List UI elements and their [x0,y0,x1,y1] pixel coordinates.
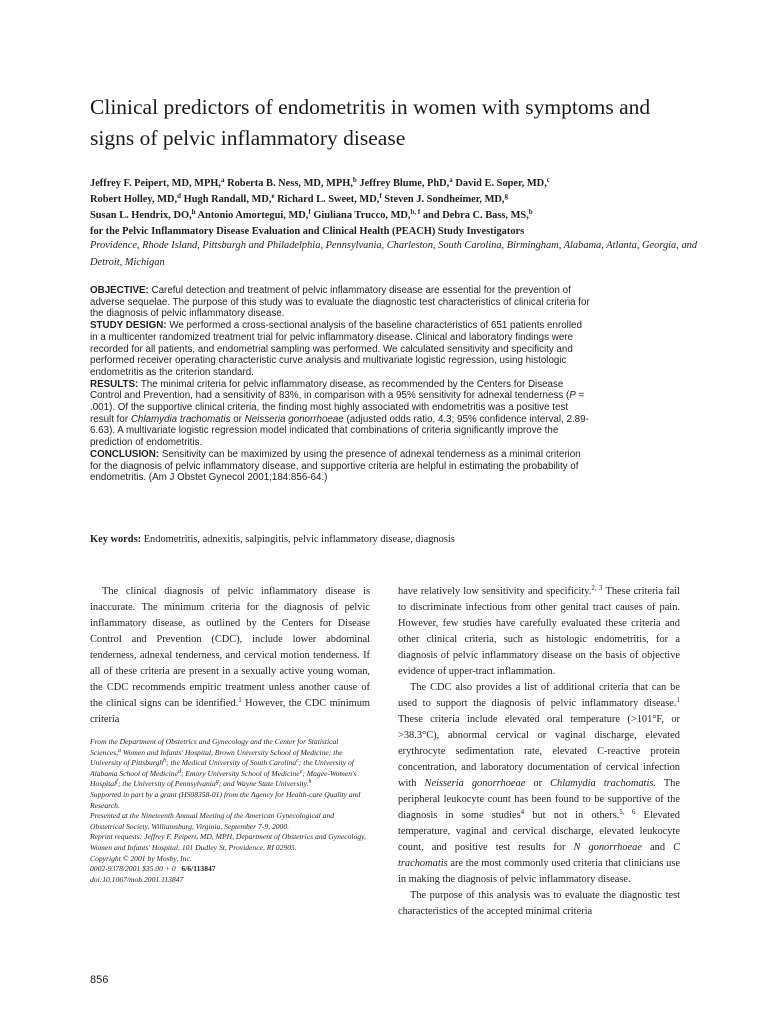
objective-label: OBJECTIVE: [90,285,149,296]
author-name: Hugh Randall, MD, [181,194,272,205]
author-locations: Providence, Rhode Island, Pittsburgh and Philadelphia, Pennsylvania, Charleston, South Carolina, Birmingham, Alabama, Atlanta, Georgia, and Detroit, Michigan [90,240,698,268]
author-list [90,176,710,240]
body-text: The peripheral leukocyte count has been found to be supportive of the diagnosis in some studies [398,778,680,821]
organism-name: Chlamydia trachomatis [130,413,231,425]
design-text: We performed a cross-sectional analysis of the baseline characteristics of 651 patients enrolled in a multicenter randomized treatment trial for pelvic inflammatory disease. Clinical and laboratory findings were recorded for all patients, and endometrial sampling was performed. We calculated sensitivity and specificity and performed receiver operating characteristic curve analysis and multivariate logistic regression, using histologic endometritis as the criterion standard. [90,320,582,378]
citation-ref: 1 [238,696,242,704]
affiliation-marker: d [177,768,181,775]
affiliation-marker: f [308,208,311,216]
results-text: = .001). Of the supportive clinical criteria, the finding most highly associated with endometritis was a positive test result for [90,390,585,425]
body-text: have relatively low sensitivity and specificity. [398,586,592,597]
note-text: ; Emory University School of Medicine [180,768,300,778]
body-text: but not in others. [524,810,620,821]
organism-name: Chlamydia trachomatis. [550,778,656,789]
article-title: Clinical predictors of endometritis in women with symptoms and signs of pelvic inflammatory disease [90,95,651,150]
abstract-conclusion [90,449,590,484]
issn-note [90,864,370,875]
affiliation-marker: b [163,758,167,765]
note-text: ; the Medical University of South Carolina [166,758,297,768]
organism-name: Neisseria gonorrhoeae [244,413,344,425]
author-name: Robert Holley, MD, [90,194,178,205]
body-paragraph [398,680,680,888]
conclusion-text: Sensitivity can be maximized by using the presence of adnexal tenderness as a minimal criterion for the diagnosis of pelvic inflammatory disease, and supportive criteria are helpful in estimating the probability of endometritis. (Am J Obstet Gynecol 2001;184:856-64.) [90,448,581,484]
results-text: The minimal criteria for pelvic inflammatory disease, as recommended by the Centers for Disease Control and Prevention, had a sensitivity of 83%, in comparison with a 95% sensitivity for adnexal tenderness ( [90,378,570,402]
p-value-symbol: P [569,390,576,402]
body-column-right [398,584,680,920]
author-name: Susan L. Hendrix, DO, [90,210,192,221]
author-name: Jeffrey Blume, PhD, [356,178,450,189]
issn-text: 0002-9378/2001 $35.00 + 0 [90,864,176,874]
body-text: or [525,778,551,789]
abstract-objective [90,285,590,320]
author-name: Roberta B. Ness, MD, MPH, [224,178,353,189]
affiliation-marker: a [118,747,122,754]
note-text: ; the University of Pennsylvania [117,779,216,789]
affiliation-marker: a [221,176,225,184]
affiliation-marker: f [116,779,118,786]
objective-text: Careful detection and treatment of pelvic inflammatory disease are essential for the prevention of adverse sequelae. The purpose of this study was to evaluate the diagnostic test characteristics of clinical criteria for the diagnosis of pelvic inflammatory disease. [90,285,590,320]
author-name: Richard L. Sweet, MD, [274,194,380,205]
study-group: for the Pelvic Inflammatory Disease Evaluation and Clinical Health (PEACH) Study Investigators [90,226,525,237]
author-name: Antonio Amortegui, MD, [195,210,309,221]
affiliation-marker: b, f [410,208,421,216]
keywords [90,534,710,545]
affiliation-marker: g [504,192,509,200]
affiliation-marker: a [449,176,453,184]
note-text: ; Magee-Women's Hospital [90,768,357,789]
doi-note: doi:10.1067/mob.2001.113847 [90,874,184,884]
organism-name: N gonorrhoeae [573,842,642,853]
citation-ref: 4 [520,808,525,816]
affiliations-note [90,737,370,790]
affiliation-marker: e [271,192,275,200]
affiliation-marker: h [308,779,312,786]
body-text: These criteria fail to discriminate infectious from other genital tract causes of pain. However, few studies have carefully evaluated these criteria and other clinical criteria, such as histologic endometritis, for a diagnosis of pelvic inflammatory disease on the basis of objective evidence of upper-tract inflammation. [398,586,680,677]
body-text: are the most commonly used criteria that clinicians use in making the diagnosis of pelvic inflammatory disease. [398,858,680,885]
results-text: (adjusted odds ratio, 4.3; 95% confidence interval, 2.89-6.63). A multivariate logistic regression model indicated that combinations of criteria significantly improve the prediction of endometritis. [90,413,589,449]
body-paragraph: The purpose of this analysis was to evaluate the diagnostic test characteristics of the accepted minimal criteria [398,890,680,917]
abstract [90,285,590,484]
manuscript-id: 6/6/113847 [181,864,216,874]
organism-name: Neisseria gonorrhoeae [424,778,526,789]
affiliation-marker: g [215,779,219,786]
body-paragraph [90,584,370,728]
affiliation-marker: b [528,208,533,216]
conclusion-label: CONCLUSION: [90,448,160,460]
body-text: The CDC also provides a list of additional criteria that can be used to support the diagnosis of pelvic inflammatory disease. [398,682,680,709]
citation-ref: 5, 6 [619,808,636,816]
copyright-note: Copyright © 2001 by Mosby, Inc. [90,853,192,863]
presented-note: Presented at the Nineteenth Annual Meeting of the American Gynecological and Obstetrical Society, Williamsburg, Virginia, September 7-9, 2000. [90,811,335,831]
results-label: RESULTS: [90,378,139,390]
affiliation-marker: c [546,176,550,184]
reprint-note: Reprint requests: Jeffrey F. Peipert, MD, MPH, Department of Obstetrics and Gynecology, Women and Infants' Hospital, 101 Dudley St, Providence, RI 02905. [90,832,366,852]
note-text: Women and Infants' Hospital, Brown University School of Medicine; the University of Pittsburgh [90,747,343,768]
author-name: Steven J. Sondheimer, MD, [381,194,505,205]
note-text: From the Department of Obstetrics and Gynecology and the Center for Statistical Sciences, [90,737,339,757]
body-paragraph [398,584,680,680]
author-name: Giuliana Trucco, MD, [310,210,411,221]
author-name: David E. Soper, MD, [452,178,547,189]
body-text: However, the CDC minimum criteria [90,698,370,725]
affiliation-marker: c [296,758,299,765]
author-name: and Debra C. Bass, MS, [420,210,529,221]
affiliation-marker: f [379,192,382,200]
affiliation-marker: b [352,176,357,184]
footnotes [90,737,370,885]
affiliation-marker: d [177,192,182,200]
affiliation-marker: e [299,768,303,775]
body-column-left [90,584,370,728]
body-text: These criteria include elevated oral temperature (>101°F, or >38.3°C), abnormal cervical or vaginal discharge, elevated erythrocyte sedimentation rate, elevated C-reactive protein concentration, and laboratory documentation of cervical infection with [398,714,680,789]
abstract-results [90,379,590,449]
abstract-design [90,320,590,379]
body-text: The clinical diagnosis of pelvic inflammatory disease is inaccurate. The minimum criteria for the diagnosis of pelvic inflammatory disease, as outlined by the Centers for Disease Control and Prevention (CDC), include lower abdominal tenderness, adnexal tenderness, and cervical motion tenderness. If all of these criteria are present in a sexually active young woman, the CDC recommends empiric treatment unless another cause of the clinical signs can be identified. [90,586,370,709]
note-text: ; and Wayne State University. [218,779,309,789]
keywords-text: Endometritis, adnexitis, salpingitis, pelvic inflammatory disease, diagnosis [143,534,455,545]
support-note: Supported in part by a grant (HS08358-01) from the Agency for Health-care Quality and Research. [90,789,361,810]
design-label: STUDY DESIGN: [90,320,167,332]
page-number: 856 [90,974,109,986]
author-name: Jeffrey F. Peipert, MD, MPH, [90,178,221,189]
body-text: and [641,842,674,853]
body-text: Elevated temperature, vaginal and cervical discharge, elevated leukocyte count, and positive test results for [398,810,680,853]
results-text: or [230,413,245,425]
citation-ref: 2, 3 [591,584,603,592]
note-text: ; the University of Alabama School of Medicine [90,758,354,778]
citation-ref: 1 [676,696,680,704]
keywords-label: Key words: [90,534,142,545]
affiliation-marker: h [191,208,196,216]
organism-name: C trachomatis [398,842,680,869]
